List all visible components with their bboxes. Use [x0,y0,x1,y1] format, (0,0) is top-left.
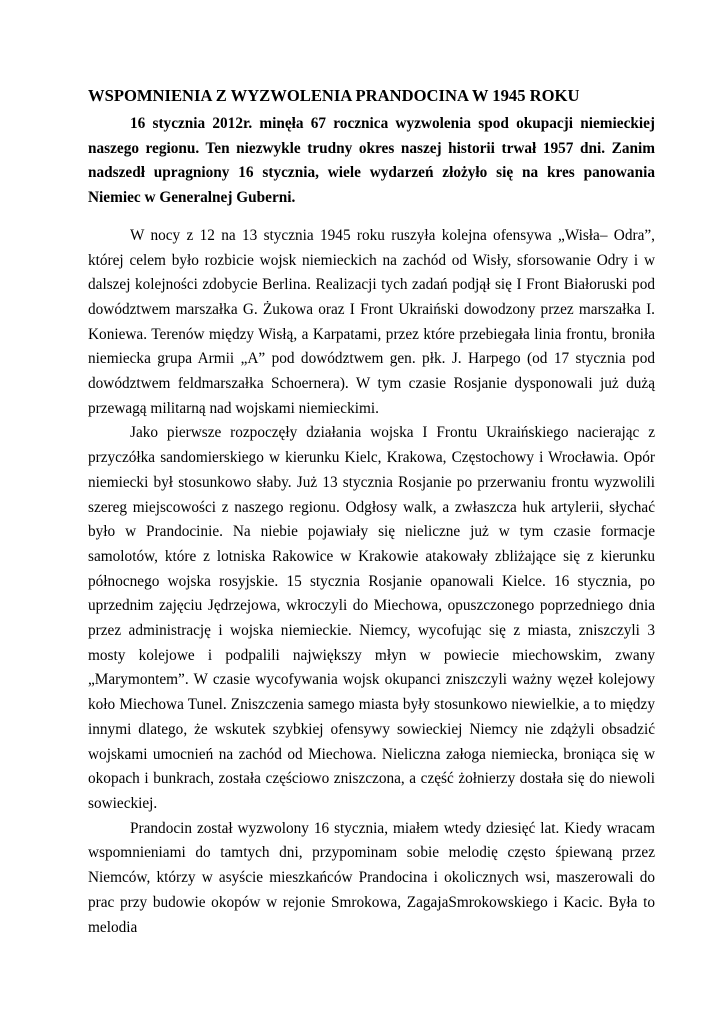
document-title: WSPOMNIENIA Z WYZWOLENIA PRANDOCINA W 1945 ROKU [88,86,580,105]
lead-paragraph: 16 stycznia 2012r. minęła 67 rocznica wyzwolenia spod okupacji niemieckiej naszego regionu. Ten niezwykle trudny okres naszej historii trwał 1957 dni. Zanim nadszedł upragniony 16 stycznia, wiele wydarzeń złożyło się na kres panowania Niemiec w Generalnej Guberni. [88,115,655,207]
body-paragraph-3: Prandocin został wyzwolony 16 stycznia, miałem wtedy dziesięć lat. Kiedy wracam wspomnieniami do tamtych dni, przypominam sobie melodię często śpiewaną przez Niemców, którzy w asyście mieszkańców Prandocina i okolicznych wsi, maszerowali do prac przy budowie okopów w rejonie Smrokowa, ZagajaSmrokowskiego i Kacic. Była to melodia [88,819,655,936]
body-paragraph-1: W nocy z 12 na 13 stycznia 1945 roku ruszyła kolejna ofensywa „Wisła– Odra”, której celem było rozbicie wojsk niemieckich na zachód od Wisły, sforsowanie Odry i w dalszej kolejności zdobycie Berlina. Realizacji tych zadań podjął się I Front Białoruski pod dowództwem marszałka G. Żukowa oraz I Front Ukraiński dowodzony przez marszałka I. Koniewa. Terenów między Wisłą, a Karpatami, przez które przebiegała linia frontu, broniła niemiecka grupa Armii „A” pod dowództwem gen. płk. J. Harpego (od 17 stycznia pod dowództwem feldmarszałka Schoernera). W tym czasie Rosjanie dysponowali już dużą przewagą militarną nad wojskami niemieckimi. [88,226,655,417]
body-paragraph-2: Jako pierwsze rozpoczęły działania wojska I Frontu Ukraińskiego nacierając z przyczółka sandomierskiego w kierunku Kielc, Krakowa, Częstochowy i Wrocławia. Opór niemiecki był stosunkowo słaby. Już 13 stycznia Rosjanie po przerwaniu frontu wyzwolili szereg miejscowości z naszego regionu. Odgłosy walk, a zwłaszcza huk artylerii, słychać było w Prandocinie. Na niebie pojawiały się nieliczne już w tym czasie formacje samolotów, które z lotniska Rakowice w Krakowie atakowały zbliżające się z kierunku północnego wojska rosyjskie. 15 stycznia Rosjanie opanowali Kielce. 16 stycznia, po uprzednim zajęciu Jędrzejowa, wkroczyli do Miechowa, opuszczonego poprzedniego dnia przez administrację i wojska niemieckie. Niemcy, wycofując się z miasta, zniszczyli 3 mosty kolejowe i podpalili największy młyn w powiecie miechowskim, zwany „Marymontem”. W czasie wycofywania wojsk okupanci zniszczyli ważny węzeł kolejowy koło Miechowa Tunel. Zniszczenia samego miasta były stosunkowo niewielkie, a to między innymi dlatego, że wskutek szybkiej ofensywy sowieckiej Niemcy nie zdążyli obsadzić wojskami umocnień na zachód od Miechowa. Nieliczna załoga niemiecka, broniąca się w okopach i bunkrach, została częściowo zniszczona, a część żołnierzy dostała się do niewoli sowieckiej. [88,424,655,812]
